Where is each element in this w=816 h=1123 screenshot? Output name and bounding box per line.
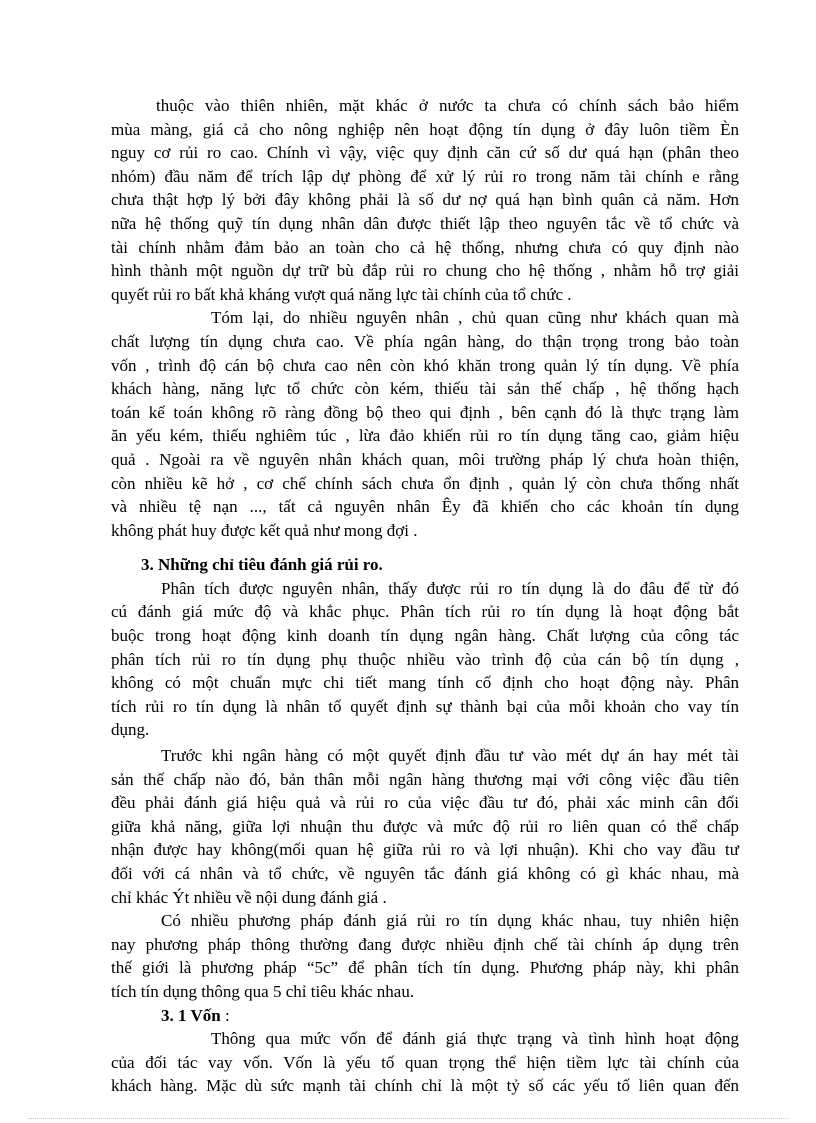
text-line: quyết rủi ro bất khả kháng vượt quá năng lực tài chính của tổ chức .	[111, 284, 572, 304]
text-line: của đối tác vay vốn. Vốn là yếu tố quan trọng thể hiện tiềm lực tài chính của	[111, 1052, 739, 1072]
text-line: tài chính nhằm đảm bảo an toàn cho cả hệ thống, nhưng chưa có quy định nào	[111, 237, 739, 257]
text-line: còn nhiều kẽ hở , cơ chế chính sách chưa ổn định , quản lý còn chưa thống nhất	[111, 473, 739, 493]
text-line: nhận được hay không(mối quan hệ giữa rủi ro và lợi nhuận). Khi cho vay đầu tư	[111, 840, 739, 860]
text-line: Tóm lại, do nhiều nguyên nhân , chủ quan cũng như khách quan mà	[211, 308, 739, 328]
section-heading-3-1-colon: :	[220, 1005, 230, 1025]
section-heading-3-1-label: 3. 1 Vốn	[161, 1005, 221, 1025]
text-line: dụng.	[111, 720, 150, 740]
text-line: chất lượng tín dụng chưa cao. Về phía ngân hàng, do thận trọng trong bảo toàn	[111, 331, 739, 351]
text-line: hình thành một nguồn dự trữ bù đắp rủi ro chung cho hệ thống , nhằm hỗ trợ giải	[111, 261, 739, 281]
section-heading-3: 3. Những chỉ tiêu đánh giá rủi ro.	[141, 555, 383, 575]
text-line: cú đánh giá mức độ và khắc phục. Phân tích rủi ro tín dụng là hoạt động bắt	[111, 602, 739, 622]
text-line: thuộc vào thiên nhiên, mặt khác ở nước ta chưa có chính sách bảo hiểm	[156, 96, 739, 115]
text-line: tích rủi ro tín dụng là nhân tố quyết định sự thành bại của mỗi khoản cho vay tín	[111, 696, 739, 716]
text-line: Có nhiều phương pháp đánh giá rủi ro tín dụng khác nhau, tuy nhiên hiện	[161, 911, 739, 931]
text-line: sản thế chấp nào đó, bản thân mỗi ngân hàng thương mại với công việc đầu tiên	[111, 769, 739, 789]
text-line: thế giới là phương pháp “5c” để phân tích tín dụng. Phương pháp này, khi phân	[111, 958, 739, 978]
document-page	[111, 94, 739, 1098]
text-line: Thông qua mức vốn để đánh giá thực trạng và tình hình hoạt động	[211, 1029, 739, 1049]
text-line: nay phương pháp thông thường đang được nhiều định chế tài chính áp dụng trên	[111, 934, 739, 954]
text-line: quả . Ngoài ra về nguyên nhân khách quan, môi trường pháp lý chưa hoàn thiện,	[111, 449, 739, 469]
text-line: không phát huy được kết quả như mong đợi .	[111, 520, 418, 540]
text-line: khách hàng. Mặc dù sức mạnh tài chính chỉ là một tỷ số các yếu tố liên quan đến	[111, 1076, 739, 1096]
paragraph-1	[111, 94, 739, 306]
text-line: nhóm) đầu năm để trích lập dự phòng để xử lý rủi ro trong năm tài chính e rằng	[111, 166, 739, 186]
text-line: toán kế toán không rõ ràng đồng bộ theo qui định , bên cạnh đó là thực trạng làm	[111, 402, 739, 422]
paragraph-3	[111, 577, 739, 742]
text-line: giữa khả năng, giữa lợi nhuận thu được và mức độ rủi ro liên quan có thể chấp	[111, 816, 739, 836]
text-line: nguy cơ rủi ro cao. Chính vì vậy, việc quy định căn cứ số dư quá hạn (phân theo	[111, 143, 739, 163]
text-line: chưa thật hợp lý bởi đây không phải là số dư nợ quá hạn bình quân cả năm. Hơn	[111, 190, 739, 210]
text-line: đối với cá nhân và tổ chức, về nguyên tắc đánh giá không có gì khác nhau, mà	[111, 864, 739, 883]
paragraph-6	[111, 1027, 739, 1098]
text-line: Trước khi ngân hàng có một quyết định đầu tư vào mét dự án hay mét tài	[161, 746, 739, 766]
text-line: khách hàng, năng lực tổ chức còn kém, thiếu tài sản thế chấp , hệ thống hạch	[111, 379, 739, 399]
text-line: tích tín dụng thông qua 5 chỉ tiêu khác nhau.	[111, 981, 415, 1001]
page-bottom-divider	[28, 1118, 788, 1119]
text-line: và nhiều tệ nạn ..., tất cả nguyên nhân Êy đã khiến cho các khoản tín dụng	[111, 497, 739, 517]
text-line: chỉ khác Ýt nhiều về nội dung đánh giá .	[111, 887, 387, 907]
text-line: đều phải đánh giá hiệu quả và rủi ro của việc đầu tư đó, phải xác minh cân đối	[111, 793, 739, 813]
text-line: buộc trong hoạt động kinh doanh tín dụng ngân hàng. Chất lượng của công tác	[111, 626, 739, 646]
paragraph-4	[111, 744, 739, 909]
paragraph-2	[111, 306, 739, 542]
text-line: nữa hệ thống quỹ tín dụng nhân dân được thiết lập theo nguyên tắc về tổ chức và	[111, 213, 739, 233]
text-line: phân tích rủi ro tín dụng phụ thuộc nhiều vào trình độ của cán bộ tín dụng ,	[111, 649, 739, 669]
text-line: không có một chuẩn mực chi tiết mang tính cố định cho hoạt động này. Phân	[111, 673, 739, 693]
text-line: Phân tích được nguyên nhân, thấy được rủi ro tín dụng là do đâu để từ đó	[161, 578, 739, 598]
text-line: vốn , trình độ cán bộ chưa cao nên còn khó khăn trong quản lý tín dụng. Về phía	[111, 355, 739, 375]
paragraph-5	[111, 909, 739, 1003]
text-line: mùa màng, giá cả cho nông nghiệp nên hoạt động tín dụng ở đây luôn tiềm Èn	[111, 119, 739, 139]
section-heading-3-1	[111, 1004, 739, 1028]
text-line: ăn yếu kém, thiếu nghiêm túc , lừa đảo khiến rủi ro tín dụng tăng cao, giảm hiệu	[111, 426, 739, 446]
